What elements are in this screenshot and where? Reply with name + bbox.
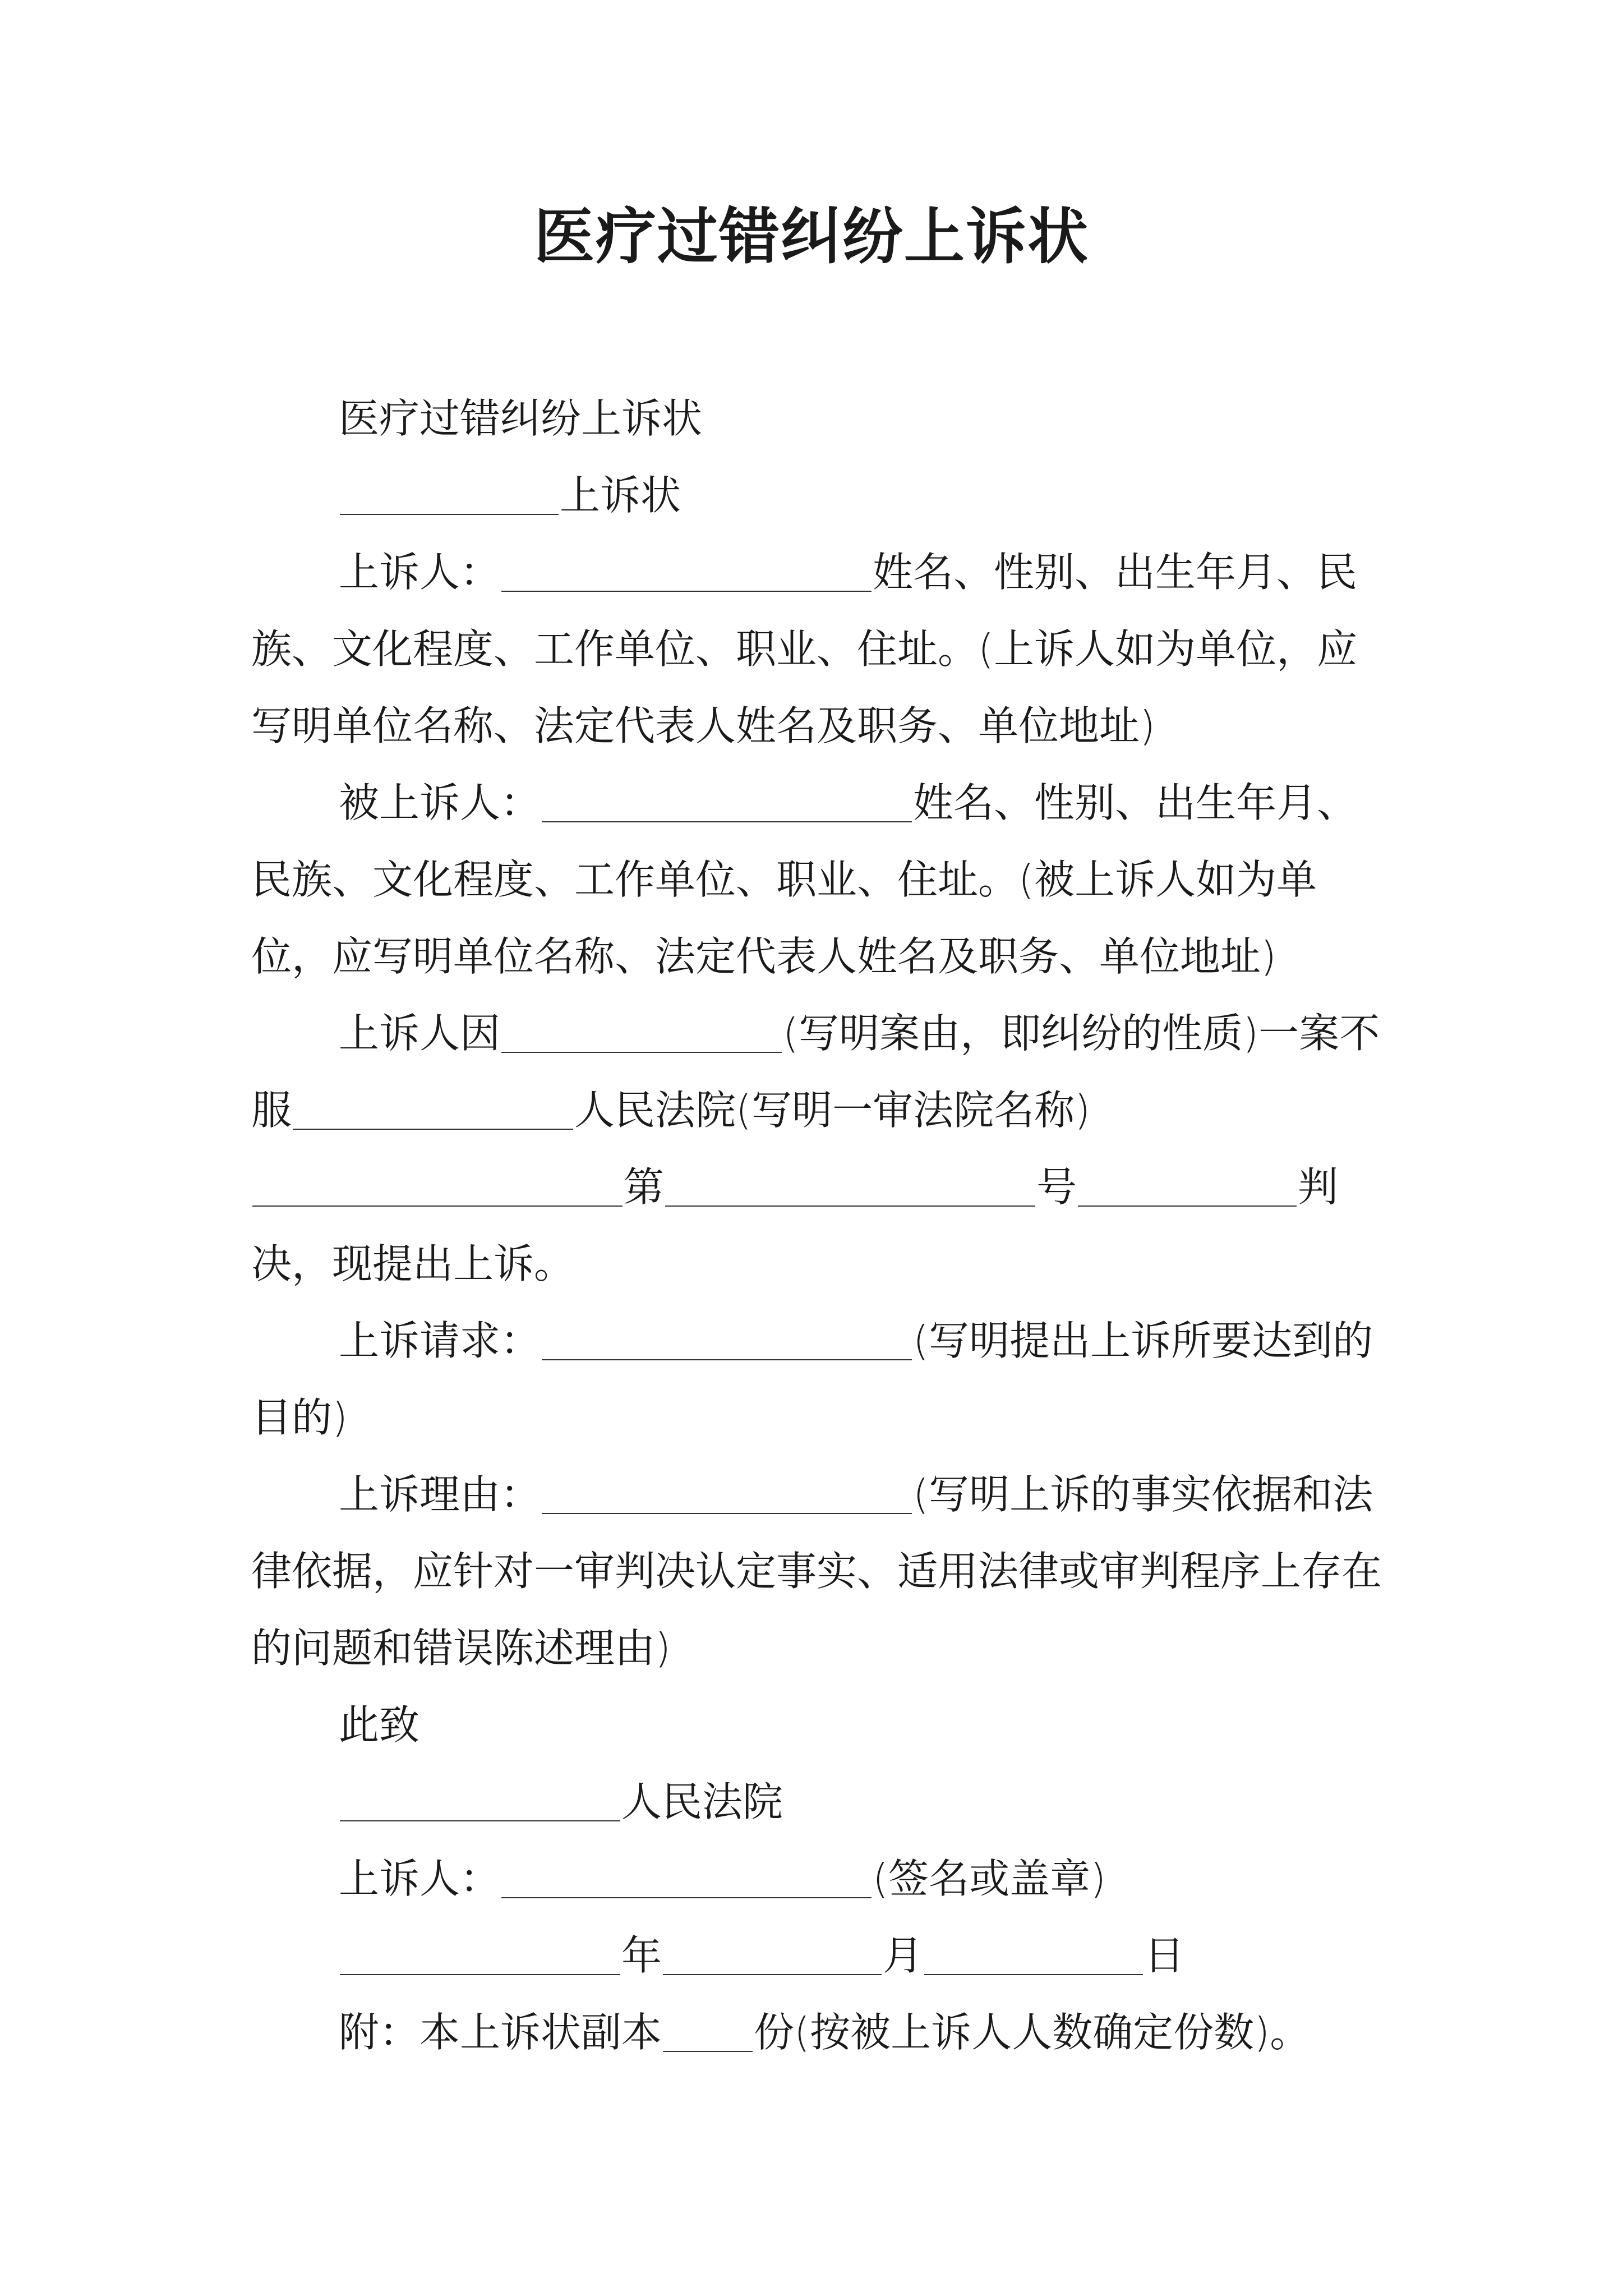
- court-line: [251, 1764, 1384, 1841]
- signature-desc: (签名或盖章): [873, 1855, 1106, 1902]
- case-cause-blank: [501, 1011, 782, 1053]
- signature-blank: [501, 1857, 872, 1898]
- attachment-line: [251, 1994, 1384, 2071]
- case-part3: 人民法院(写明一审法院名称): [574, 1087, 1091, 1134]
- request-desc: (写明提出上诉所要达到的目的): [251, 1317, 1373, 1441]
- document-title: 医疗过错纠纷上诉状: [533, 201, 1089, 272]
- court-name-blank: [340, 1780, 620, 1821]
- heading-repeat: 医疗过错纠纷上诉状: [339, 395, 703, 442]
- appellee-label: 被上诉人：: [339, 779, 541, 826]
- appellee-paragraph: [251, 765, 1384, 995]
- court-suffix: 人民法院: [621, 1778, 783, 1825]
- request-paragraph: [251, 1303, 1384, 1456]
- appellant-label: 上诉人：: [339, 549, 501, 596]
- case-part6: 判决，现提出上诉。: [251, 1163, 1339, 1287]
- reason-desc: (写明上诉的事实依据和法律依据，应针对一审判决认定事实、适用法律或审判程序上存在的问题和错误陈述理由): [251, 1471, 1382, 1672]
- case-number-blank: [665, 1165, 1035, 1207]
- reason-blank: [542, 1473, 912, 1514]
- case-part1: 上诉人因: [339, 1010, 501, 1057]
- case-part4: 第: [624, 1163, 665, 1211]
- signature-label: 上诉人：: [339, 1855, 501, 1902]
- appellee-desc: 姓名、性别、出生年月、民族、文化程度、工作单位、职业、住址。(被上诉人如为单位，应写明单位名称、法定代表人姓名及职务、单位地址): [251, 779, 1358, 980]
- date-year: 年: [621, 1932, 662, 1979]
- first-court-blank: [293, 1088, 573, 1130]
- year-blank: [340, 1934, 620, 1975]
- case-part5: 号: [1036, 1163, 1077, 1211]
- date-day: 日: [1144, 1932, 1185, 1979]
- attachment-prefix: 附：本上诉状副本: [339, 2009, 662, 2056]
- document-body: [251, 380, 1384, 2071]
- case-year-blank: [252, 1165, 623, 1207]
- appellant-desc: 姓名、性别、出生年月、民族、文化程度、工作单位、职业、住址。(上诉人如为单位，应写明单位名称、法定代表人姓名及职务、单位地址): [251, 549, 1358, 749]
- request-blank: [542, 1319, 912, 1360]
- month-blank: [663, 1934, 882, 1975]
- reason-label: 上诉理由：: [339, 1471, 541, 1518]
- closing-line: 此致: [339, 1701, 420, 1749]
- attachment-suffix: 份(按被上诉人人数确定份数)。: [754, 2009, 1311, 2056]
- day-blank: [924, 1934, 1143, 1975]
- subheading-line: [251, 457, 1384, 534]
- subheading-suffix: 上诉状: [560, 472, 681, 519]
- signature-line: [251, 1841, 1384, 1917]
- date-month: 月: [883, 1932, 924, 1979]
- case-paragraph: [251, 995, 1384, 1303]
- case-part2: (写明案由，即纠纷的性质)一案不服: [251, 1010, 1380, 1134]
- court-blank: [340, 473, 559, 515]
- case-judgment-blank: [1078, 1165, 1297, 1207]
- date-line: [251, 1917, 1384, 1994]
- appellant-blank: [501, 550, 872, 592]
- request-label: 上诉请求：: [339, 1317, 541, 1364]
- appellee-blank: [542, 781, 912, 822]
- reason-paragraph: [251, 1456, 1384, 1687]
- copies-blank: [663, 2010, 753, 2052]
- appellant-paragraph: [251, 534, 1384, 765]
